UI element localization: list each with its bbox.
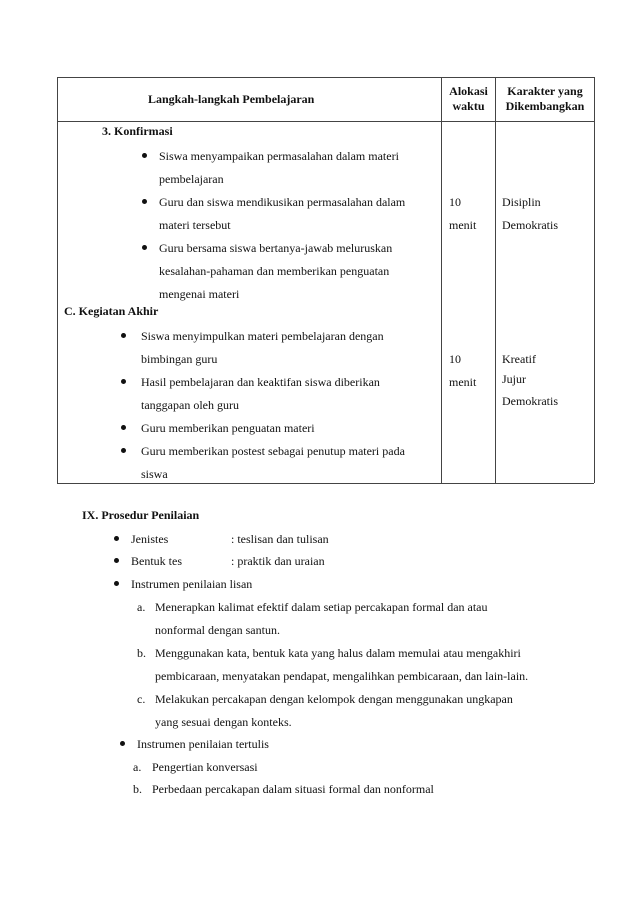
prosedur-heading: IX. Prosedur Penilaian <box>82 508 200 522</box>
akhir-item-2-line-1: Hasil pembelajaran dan keaktifan siswa diberikan <box>141 375 380 389</box>
lisan-item-c-line-2: yang sesuai dengan konteks. <box>155 715 292 729</box>
instrumen-lisan-label: Instrumen penilaian lisan <box>131 577 253 591</box>
akhir-item-4-line-2: siswa <box>141 467 168 481</box>
lisan-item-a-line-1: Menerapkan kalimat efektif dalam setiap percakapan formal dan atau <box>155 600 488 614</box>
akhir-time-unit: menit <box>449 375 477 389</box>
section-konfirmasi-heading: 3. Konfirmasi <box>102 124 173 138</box>
akhir-character-2: Jujur <box>502 372 526 386</box>
lisan-item-b-letter: b. <box>137 646 146 660</box>
akhir-item-1-line-1: Siswa menyimpulkan materi pembelajaran dengan <box>141 329 384 343</box>
konfirmasi-item-1-line-1: Siswa menyampaikan permasalahan dalam materi <box>159 149 399 163</box>
konfirmasi-item-3-line-1: Guru bersama siswa bertanya-jawab meluruskan <box>159 241 393 255</box>
table-col-divider-1 <box>441 77 442 483</box>
akhir-character-3: Demokratis <box>502 394 558 408</box>
jenis-tes-value: : teslisan dan tulisan <box>231 532 329 546</box>
lisan-item-b-line-1: Menggunakan kata, bentuk kata yang halus dalam memulai atau mengakhiri <box>155 646 521 660</box>
header-char-line2: Dikembangkan <box>505 99 585 113</box>
konfirmasi-character-2: Demokratis <box>502 218 558 232</box>
section-kegiatan-akhir-heading: C. Kegiatan Akhir <box>64 304 159 318</box>
konfirmasi-item-3-line-3: mengenai materi <box>159 287 240 301</box>
lisan-item-b-line-2: pembicaraan, menyatakan pendapat, mengalihkan pembicaraan, dan lain-lain. <box>155 669 529 683</box>
konfirmasi-item-2-line-2: materi tersebut <box>159 218 231 232</box>
header-steps: Langkah-langkah Pembelajaran <box>148 92 315 106</box>
akhir-item-2-line-2: tanggapan oleh guru <box>141 398 239 412</box>
header-alloc-line2: waktu <box>452 99 485 113</box>
bentuk-tes-value: : praktik dan uraian <box>231 554 325 568</box>
table-top-border <box>57 77 594 78</box>
bullet-icon <box>120 741 125 746</box>
bullet-icon <box>121 425 126 430</box>
table-col-divider-2 <box>495 77 496 483</box>
header-alloc-line1: Alokasi <box>449 84 488 98</box>
bullet-icon <box>142 245 147 250</box>
tertulis-item-a-text: Pengertian konversasi <box>152 760 258 774</box>
lisan-item-c-line-1: Melakukan percakapan dengan kelompok dengan menggunakan ungkapan <box>155 692 513 706</box>
bullet-icon <box>114 536 119 541</box>
table-left-border <box>57 77 58 483</box>
table-right-border <box>594 77 595 483</box>
table-bottom-border <box>57 483 594 484</box>
tertulis-item-a-letter: a. <box>133 760 142 774</box>
akhir-item-3-line-1: Guru memberikan penguatan materi <box>141 421 315 435</box>
jenis-tes-label: Jenistes <box>131 532 169 546</box>
bullet-icon <box>142 199 147 204</box>
bullet-icon <box>114 558 119 563</box>
instrumen-tertulis-label: Instrumen penilaian tertulis <box>137 737 269 751</box>
konfirmasi-character-1: Disiplin <box>502 195 541 209</box>
lisan-item-c-letter: c. <box>137 692 146 706</box>
lisan-item-a-line-2: nonformal dengan santun. <box>155 623 280 637</box>
akhir-time-value: 10 <box>449 352 461 366</box>
table-header-border <box>57 121 594 122</box>
konfirmasi-item-1-line-2: pembelajaran <box>159 172 224 186</box>
bentuk-tes-label: Bentuk tes <box>131 554 182 568</box>
bullet-icon <box>121 333 126 338</box>
tertulis-item-b-letter: b. <box>133 782 142 796</box>
konfirmasi-item-3-line-2: kesalahan-pahaman dan memberikan penguatan <box>159 264 390 278</box>
konfirmasi-time-unit: menit <box>449 218 477 232</box>
konfirmasi-item-2-line-1: Guru dan siswa mendikusikan permasalahan dalam <box>159 195 406 209</box>
akhir-item-4-line-1: Guru memberikan postest sebagai penutup materi pada <box>141 444 405 458</box>
bullet-icon <box>142 153 147 158</box>
header-char-line1: Karakter yang <box>507 84 583 98</box>
bullet-icon <box>121 448 126 453</box>
bullet-icon <box>114 581 119 586</box>
bullet-icon <box>121 379 126 384</box>
lisan-item-a-letter: a. <box>137 600 146 614</box>
akhir-item-1-line-2: bimbingan guru <box>141 352 218 366</box>
tertulis-item-b-text: Perbedaan percakapan dalam situasi formal dan nonformal <box>152 782 434 796</box>
akhir-character-1: Kreatif <box>502 352 536 366</box>
konfirmasi-time-value: 10 <box>449 195 461 209</box>
